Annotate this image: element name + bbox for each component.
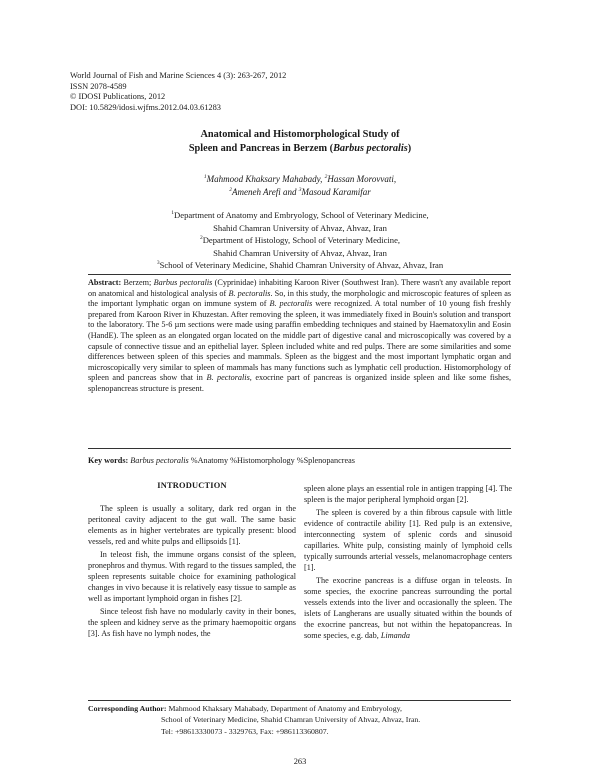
author-sup: 2 bbox=[324, 174, 328, 180]
author-sup: 2 bbox=[229, 186, 232, 193]
corresponding-line-2: School of Veterinary Medicine, Shahid Chamran University of Ahvaz, Ahvaz, Iran. bbox=[161, 715, 421, 725]
abstract-text: (Cyprinidae) inhabiting Karoon River (Southwest Iran). There wasn't any available report on anatomical and histological analysis of bbox=[88, 278, 512, 298]
intro-species: Limanda bbox=[380, 630, 410, 640]
author-sup: 1 bbox=[203, 174, 207, 180]
title-line-2-prefix: Spleen and Pancreas in Berzem ( bbox=[188, 143, 334, 154]
keywords-label: Key words: bbox=[88, 456, 129, 465]
abstract-text: Berzem; bbox=[121, 278, 154, 287]
title-line-2 bbox=[0, 142, 600, 156]
intro-paragraph-3-continued: spleen alone plays an essential role in antigen trapping [4]. The spleen is the major peripheral lymphoid organ [2]. bbox=[304, 484, 512, 504]
affiliation-1-line-1 bbox=[0, 209, 600, 222]
title-line-1: Anatomical and Histomorphological Study of bbox=[200, 129, 400, 140]
corresponding-line-1 bbox=[88, 703, 511, 714]
author-name: Hassan Morovvati, bbox=[327, 174, 397, 184]
corresponding-label: Corresponding Author: bbox=[88, 704, 167, 713]
right-column bbox=[304, 484, 512, 642]
intro-paragraph-3: Since teleost fish have no modularly cavity in their bones, the spleen and kidney serve as the primary haemopoitic organs [3]. As fish have no lymph nodes, the bbox=[88, 607, 296, 638]
footnote-rule bbox=[88, 700, 511, 701]
abstract-species: B. pectoralis bbox=[206, 373, 250, 383]
title-line-2-suffix: ) bbox=[407, 143, 412, 154]
affiliation-sup: 1 bbox=[171, 210, 175, 217]
intro-paragraph-2: In teleost fish, the immune organs consist of the spleen, pronephros and thymus. With regard to the tissues sampled, the spleen represents suitable choice for examining pathological changes in vivo because it is relatively easy tissue to sample as well as important lymphoid organ in fishes [2]. bbox=[88, 550, 296, 603]
author-line-1 bbox=[0, 173, 600, 186]
author-line-2 bbox=[0, 186, 600, 199]
abstract-text: , exocrine part of pancreas is organized inside spleen and like some fishes, splenopancreas structure is present. bbox=[88, 373, 512, 393]
title-species: Barbus pectoralis bbox=[333, 143, 408, 154]
intro-paragraph-5 bbox=[304, 576, 512, 641]
corresponding-author bbox=[88, 703, 511, 737]
abstract-label: Abstract: bbox=[88, 278, 122, 287]
author-list bbox=[0, 173, 600, 198]
author-sup: 3 bbox=[298, 186, 302, 193]
journal-doi: DOI: 10.5829/idosi.wjfms.2012.04.03.61283 bbox=[70, 102, 221, 112]
intro-paragraph-1: The spleen is usually a solitary, dark red organ in the peritoneal cavity adjacent to the gut wall. The same basic elements as in higher vertebrates are typically present: blood vessels, red and white pulps and ellipsoids [1]. bbox=[88, 503, 296, 546]
affiliation-2-line-1 bbox=[0, 234, 600, 247]
abstract-text: . So, in this study, the morphologic and microscopic features of spleen as the important lymphatic organ on immune system of bbox=[88, 288, 512, 309]
affiliation-1-line-2: Shahid Chamran University of Ahvaz, Ahvaz, Iran bbox=[213, 222, 387, 233]
paper-title bbox=[0, 128, 600, 156]
journal-citation: World Journal of Fish and Marine Sciences 4 (3): 263-267, 2012 bbox=[70, 71, 287, 80]
left-column bbox=[88, 481, 296, 640]
author-name: Ameneh Arefi and bbox=[231, 186, 299, 197]
affiliation-text: Department of Anatomy and Embryology, School of Veterinary Medicine, bbox=[174, 210, 429, 220]
intro-paragraph-5-text: The exocrine pancreas is a diffuse organ in teleosts. In some species, the exocrine pancreas surrounding the portal vessels extends into the liver and occasionally the spleen. The islets of Langherans are usually situated within the bounds of the exocrine pancreas, but not within the hepatopancreas. In some species, e.g. dab, bbox=[304, 576, 512, 640]
affiliation-3-line-1 bbox=[0, 259, 600, 272]
keywords-species: Barbus pectoralis bbox=[130, 456, 189, 465]
abstract-top-rule bbox=[88, 274, 511, 275]
abstract-species: B. pectoralis bbox=[269, 299, 313, 309]
abstract bbox=[88, 278, 511, 395]
affiliations bbox=[0, 209, 600, 272]
journal-header bbox=[70, 71, 286, 113]
abstract-text: were recognized. A total number of 10 young fish freshly prepared from Karoon River in Khuzestan. After removing the spleen, it was immediately fixed in Bouin's solution and transport to the laboratory. The 5-6 µm sections were made using paraffin embedding techniques and stained by Haematoxylin and Eosin (HandE). The spleen as an elongated organ located on the middle part of digestive canal and microscopically was covered by a capsule of connective tissue and an epithelial layer. Spleen included white and red pulps. There are some similarities and some differences between spleen of this species and mammals. Spleen as the biggest and the most important lymphatic organ and microscopically very similar to spleen of mammals has many functions such as lymphatic cell production. Histomorphology of spleen and pancreas show that in bbox=[88, 299, 511, 383]
corresponding-line-3: Tel: +98613330073 - 3329763, Fax: +986113360807. bbox=[161, 726, 329, 736]
abstract-bottom-rule bbox=[88, 448, 511, 449]
affiliation-2-line-2: Shahid Chamran University of Ahvaz, Ahvaz, Iran bbox=[213, 247, 387, 258]
affiliation-sup: 3 bbox=[156, 260, 160, 267]
affiliation-sup: 2 bbox=[199, 235, 203, 242]
keywords-list: %Anatomy %Histomorphology %Splenopancreas bbox=[188, 456, 355, 465]
keywords bbox=[88, 456, 511, 467]
page-number: 263 bbox=[293, 757, 307, 766]
author-name: Mahmood Khaksary Mahabady, bbox=[206, 174, 325, 184]
journal-issn: ISSN 2078-4589 bbox=[70, 81, 127, 91]
journal-copyright: © IDOSI Publications, 2012 bbox=[70, 92, 166, 102]
abstract-species: Barbus pectoralis bbox=[153, 278, 213, 287]
affiliation-text: Department of Histology, School of Veterinary Medicine, bbox=[202, 235, 401, 246]
affiliation-text: School of Veterinary Medicine, Shahid Chamran University of Ahvaz, Ahvaz, Iran bbox=[159, 260, 444, 271]
abstract-species: B. pectoralis bbox=[228, 288, 271, 298]
corresponding-text: Mahmood Khaksary Mahabady, Department of Anatomy and Embryology, bbox=[166, 704, 402, 713]
author-name: Masoud Karamifar bbox=[301, 186, 371, 197]
intro-paragraph-4: The spleen is covered by a thin fibrous capsule with little evidence of contractile ability [1]. Red pulp is an extensive, interconnecting system of splenic cords and sinusoid capillaries. White pulp, consisting mainly of lymphoid cells typically surrounds arterial vessels, melanomacrophage centers [1]. bbox=[304, 508, 512, 572]
introduction-heading: INTRODUCTION bbox=[157, 481, 227, 490]
